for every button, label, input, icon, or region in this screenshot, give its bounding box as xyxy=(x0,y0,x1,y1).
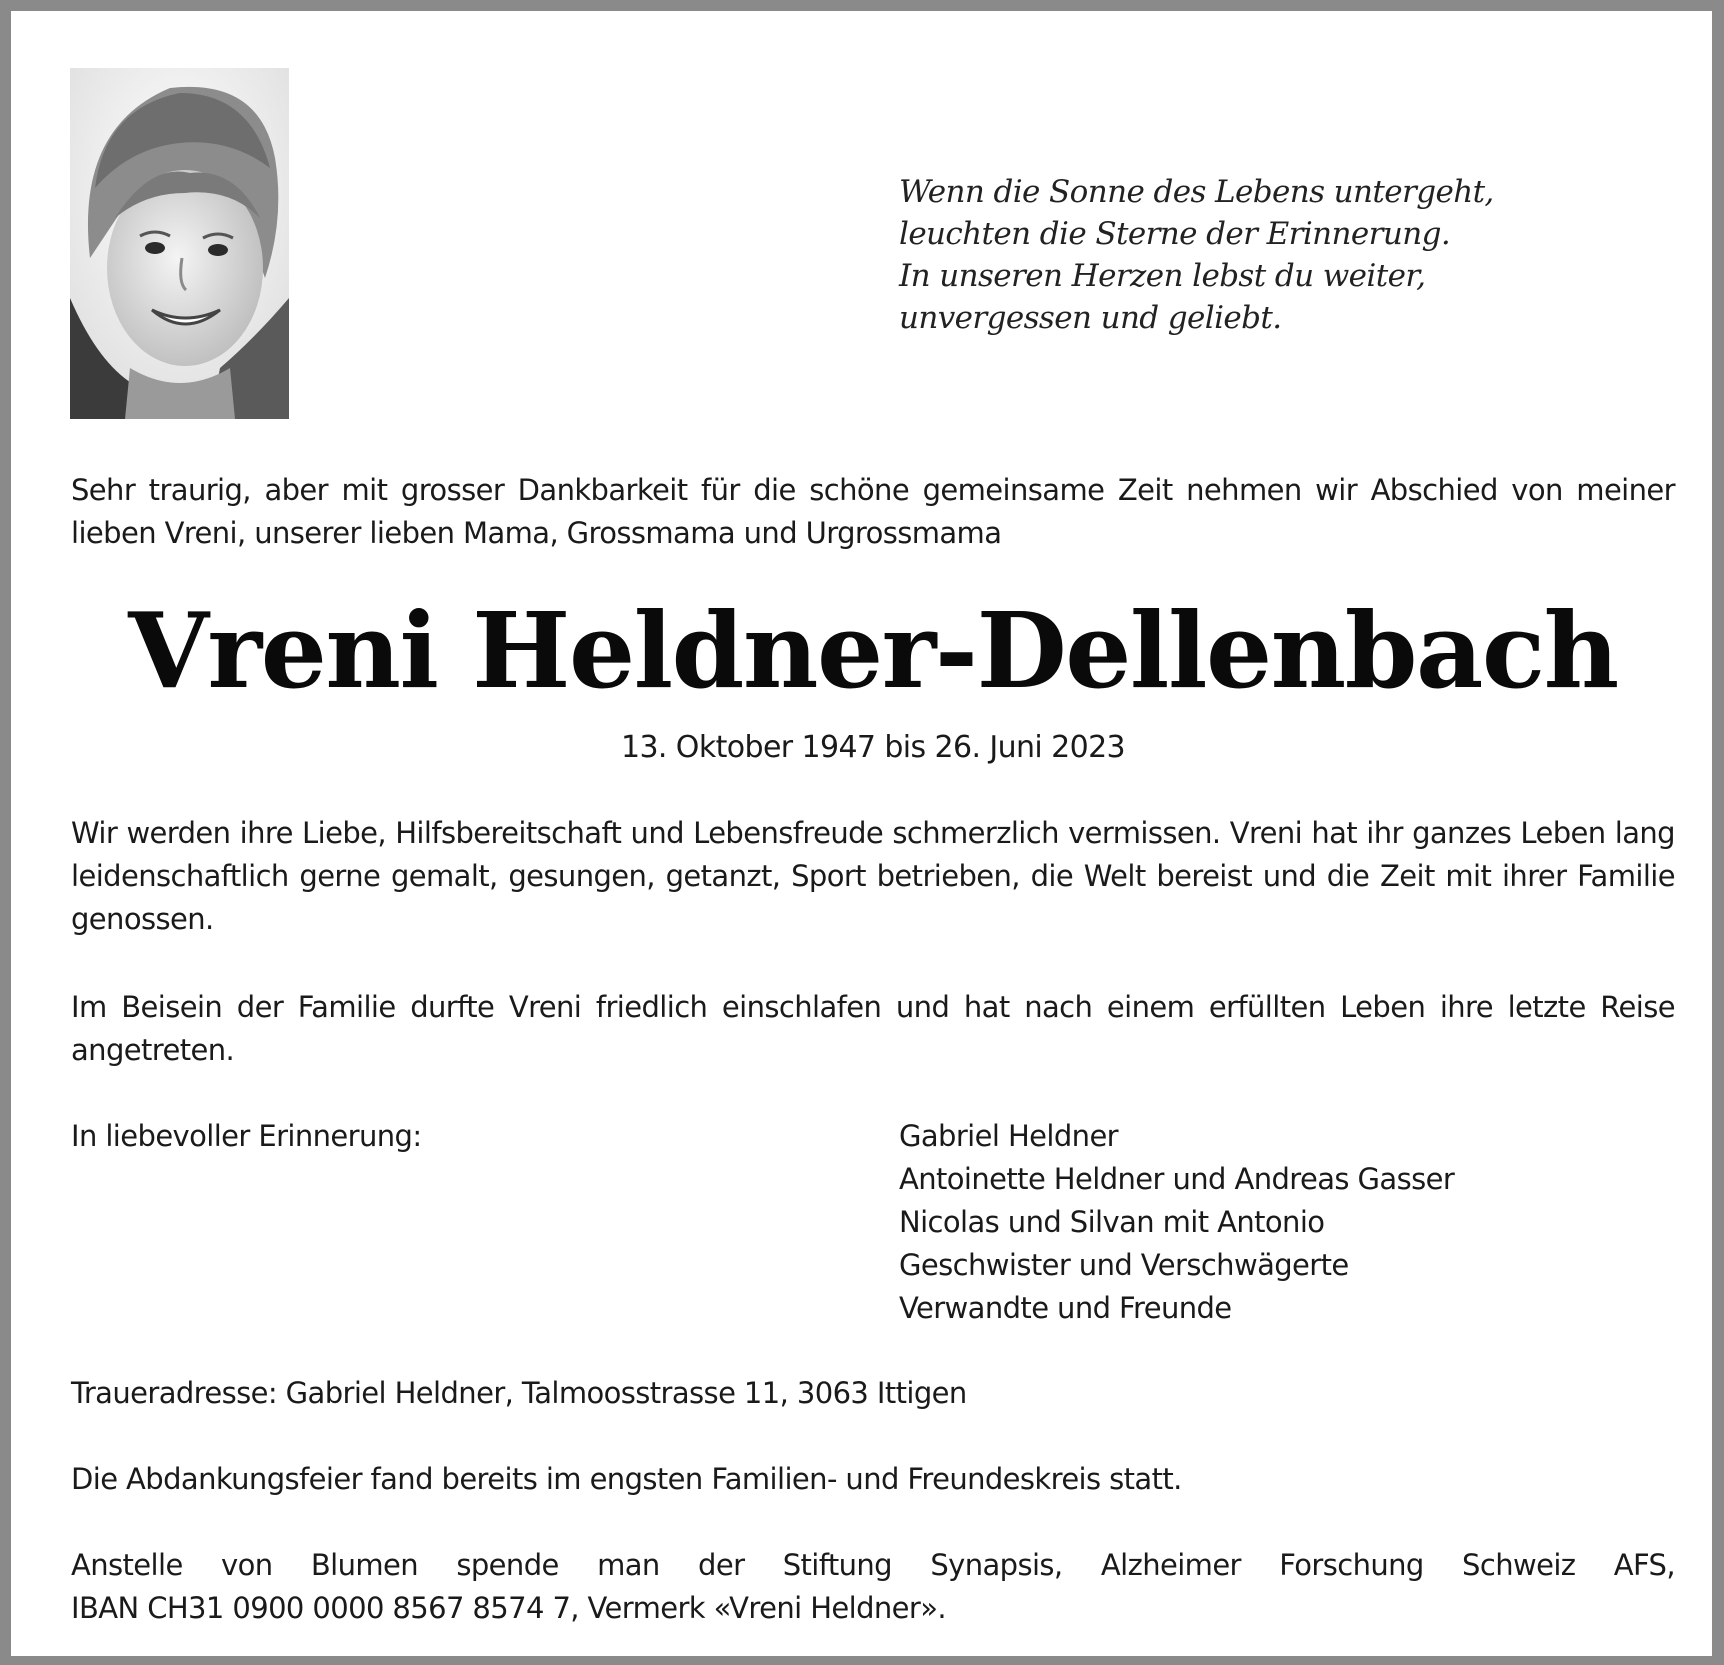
donation-line: IBAN CH31 0900 0000 8567 8574 7, Vermerk «Vreni Heldner». xyxy=(71,1591,947,1625)
mourner-name: Gabriel Heldner xyxy=(899,1119,1119,1153)
mourners-list xyxy=(899,1115,1679,1330)
verse-line: In unseren Herzen lebst du weiter, xyxy=(899,258,1426,294)
mourner-name: Nicolas und Silvan mit Antonio xyxy=(899,1205,1325,1239)
mourning-address: Traueradresse: Gabriel Heldner, Talmoosstrasse 11, 3063 Ittigen xyxy=(71,1376,967,1410)
mourner-name: Verwandte und Freunde xyxy=(899,1291,1232,1325)
mourner-name: Geschwister und Verschwägerte xyxy=(899,1248,1349,1282)
verse-line: leuchten die Sterne der Erinnerung. xyxy=(899,216,1451,252)
tribute-paragraph: Wir werden ihre Liebe, Hilfsbereitschaft und Lebensfreude schmerzlich vermissen. Vreni hat ihr ganzes Leben lang leidenschaftlich gerne gemalt, gesungen, getanzt, Sport betrieben, die Welt bereist und die Zeit mit ihrer Familie genossen. xyxy=(71,816,1675,936)
passing-paragraph: Im Beisein der Familie durfte Vreni friedlich einschlafen und hat nach einem erfüllten Leben ihre letzte Reise angetreten. xyxy=(71,990,1675,1067)
portrait-photo xyxy=(70,68,289,419)
ceremony-note: Die Abdankungsfeier fand bereits im engsten Familien- und Freundeskreis statt. xyxy=(71,1462,1182,1496)
deceased-name: Vreni Heldner-Dellenbach xyxy=(128,589,1618,712)
mourner-name: Antoinette Heldner und Andreas Gasser xyxy=(899,1162,1455,1196)
life-dates: 13. Oktober 1947 bis 26. Juni 2023 xyxy=(620,730,1126,765)
verse-line: Wenn die Sonne des Lebens untergeht, xyxy=(899,174,1494,210)
verse-line: unvergessen und geliebt. xyxy=(899,300,1282,336)
memory-label: In liebevoller Erinnerung: xyxy=(71,1119,422,1153)
memorial-verse xyxy=(899,171,1619,339)
donation-line: Anstelle von Blumen spende man der Stiftung Synapsis, Alzheimer Forschung Schweiz AFS, xyxy=(71,1548,1675,1582)
donation-note xyxy=(71,1544,1675,1630)
intro-text: Sehr traurig, aber mit grosser Dankbarkeit für die schöne gemeinsame Zeit nehmen wir Abschied von meiner lieben Vreni, unserer lieben Mama, Grossmama und Urgrossmama xyxy=(71,473,1675,550)
